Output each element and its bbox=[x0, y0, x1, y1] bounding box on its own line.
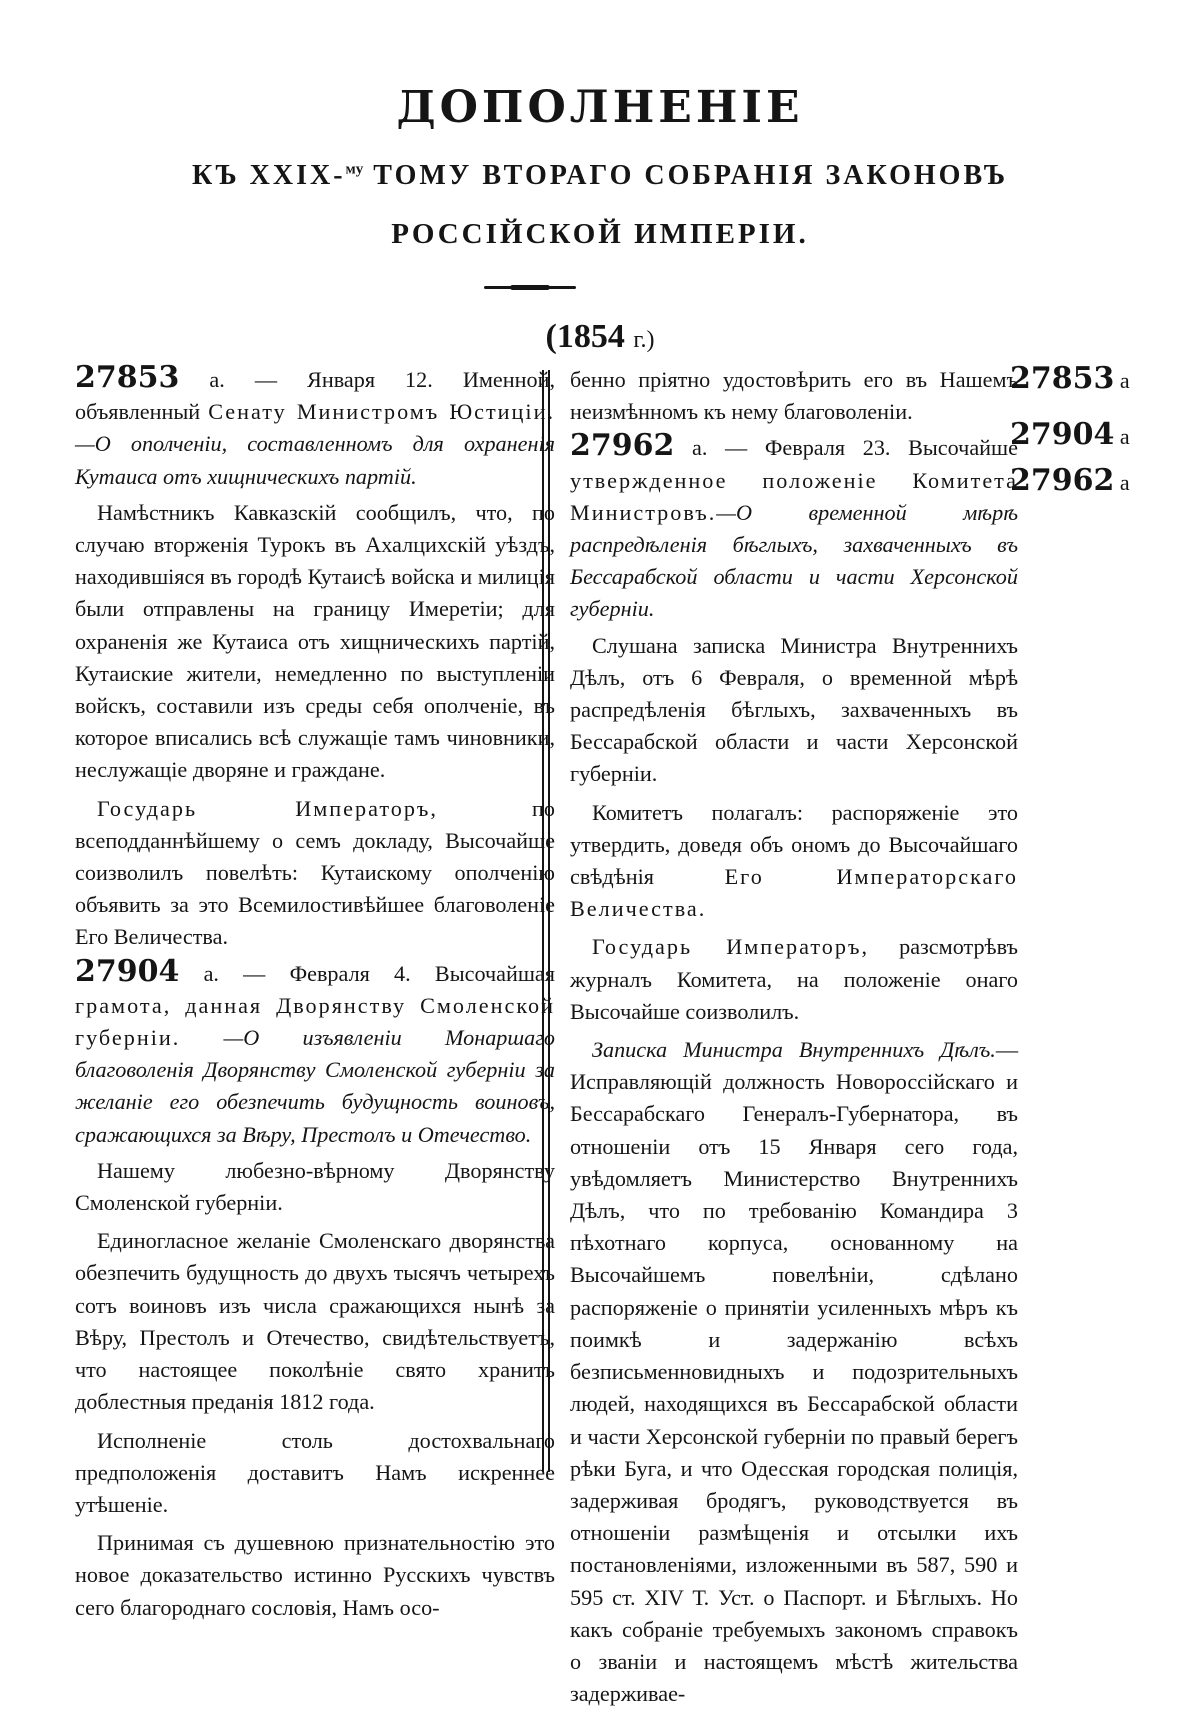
paragraph: Принимая съ душевною признательностію это новое доказательство истинно Русскихъ чувствъ сего благороднаго сословія, Намъ осо- bbox=[75, 1530, 555, 1620]
margin-ref-number: 27904 bbox=[1010, 417, 1115, 452]
paragraph: Исполненіе столь достохвальнаго предположенія доставитъ Намъ искреннее утѣшеніе. bbox=[75, 1427, 555, 1517]
article-number: 27904 bbox=[75, 953, 180, 989]
year-suffix: г.) bbox=[633, 327, 655, 353]
article-heading-text: а. — Января 12. Именной, объявленный bbox=[75, 367, 555, 425]
margin-references bbox=[1010, 361, 1130, 526]
margin-ref-suffix: а bbox=[1114, 424, 1130, 449]
article-27904-heading bbox=[75, 953, 555, 1151]
paragraph-text: , разсмотрѣвъ журналъ Комитета, на положеніе онаго Высочайше соизволилъ. bbox=[570, 934, 1019, 1024]
article-heading-caps: Сенату Министромъ Юстиціи. bbox=[208, 399, 556, 425]
majesty-title: Его Императорскаго Величества. bbox=[570, 864, 1019, 922]
page-subtitle bbox=[120, 160, 1080, 192]
paragraph-text: Комитетъ полагалъ: распоряженіе это утвердить, доведя объ ономъ до Высочайшаго свѣдѣнія bbox=[570, 799, 1018, 890]
margin-ref-suffix: а bbox=[1114, 368, 1130, 393]
sovereign-name: Государь Императоръ bbox=[592, 934, 862, 960]
margin-ref-number: 27962 bbox=[1010, 463, 1115, 498]
margin-ref bbox=[1010, 361, 1130, 396]
page-subtitle-2: РОССІЙСКОЙ ИМПЕРІИ. bbox=[391, 218, 809, 250]
article-27962-heading bbox=[570, 428, 1018, 625]
subtitle-post: ТОМУ ВТОРАГО СОБРАНІЯ ЗАКОНОВЪ bbox=[363, 160, 1009, 191]
left-column bbox=[75, 360, 556, 1624]
subtitle-pre: КЪ XXIX- bbox=[191, 160, 346, 191]
title-divider bbox=[484, 286, 576, 289]
article-heading-text: а. — Февраля 23. Высочайше bbox=[674, 435, 1018, 461]
article-number: 27853 bbox=[75, 360, 180, 395]
right-column bbox=[570, 364, 1018, 1710]
article-heading-italic: —О временной мѣрѣ распредѣленія бѣглыхъ, захваченныхъ въ Бессарабской области и части Херсонской губерніи. bbox=[570, 499, 1018, 622]
article-heading-caps: утвержденное положеніе Комитета Министровъ. bbox=[570, 467, 1018, 525]
article-heading-caps: грамота, данная Дворянству Смоленской губерніи. bbox=[75, 992, 555, 1051]
subtitle-sup: му bbox=[345, 161, 364, 178]
article-heading-italic: —О изъявленіи Монаршаго благоволенія Дворянству Смоленской губерніи за желаніе его обезпечить будущность воиновъ, сражающихся за Вѣру, Престолъ и Отечество. bbox=[75, 1025, 555, 1147]
paragraph-text: — Исправляющій должность Новороссійскаго и Бессарабскаго Генералъ-Губернатора, въ отношеніи отъ 15 Января сего года, увѣдомляетъ Министерство Внутреннихъ Дѣлъ, что по требованію Командира 3 пѣхотнаго корпуса, основанному на Высочайшемъ повелѣніи, сдѣлано распоряженіе о принятіи усиленныхъ мѣръ къ поимкѣ и задержанію всѣхъ безписьменновидныхъ и подозрительныхъ людей, находящихся въ Бессарабской области и части Херсонской губерніи по правый берегъ рѣки Буга, и что Одесская городская полиція, задерживая бродягъ, руководствуется въ отношеніи размѣщенія и отсылки ихъ постановленіями, изложенными въ 587, 590 и 595 ст. XIV Т. Уст. о Паспорт. и Бѣглыхъ. Но какъ собраніе требуемыхъ закономъ справокъ о званіи и настоящемъ мѣстѣ жительства задерживае- bbox=[570, 1037, 1018, 1707]
article-heading-italic: —О ополченіи, составленномъ для охраненія Кутаиса отъ хищническихъ партій. bbox=[75, 431, 555, 489]
article-number: 27962 bbox=[570, 428, 675, 464]
paragraph bbox=[570, 797, 1018, 926]
sovereign-name: Государь Императоръ bbox=[97, 795, 431, 821]
paragraph-continuation: бенно пріятно удостовѣрить его въ Нашемъ неизмѣнномъ къ нему благоволеніи. bbox=[570, 367, 1018, 425]
paragraph bbox=[75, 793, 555, 954]
margin-ref-suffix: а bbox=[1114, 470, 1130, 495]
paragraph-text: , по всеподданнѣйшему о семъ докладу, Высочайше соизволилъ повелѣть: Кутаискому ополченію объявить за это Всемилостивѣйшее благоволеніе Его Величества. bbox=[75, 795, 556, 950]
memo-title: Записка Министра Внутреннихъ Дѣлъ. bbox=[592, 1037, 996, 1063]
paragraph: Слушана записка Министра Внутреннихъ Дѣлъ, отъ 6 Февраля, о временной мѣрѣ распредѣленія бѣглыхъ, захваченныхъ въ Бессарабской области и части Херсонской губерніи. bbox=[570, 632, 1018, 787]
paragraph: Намѣстникъ Кавказскій сообщилъ, что, по случаю вторженія Турокъ въ Ахалцихскій уѣздъ, находившіяся въ городѣ Кутаисѣ войска и милиція были отправлены на границу Имеретіи; для охраненія же Кутаиса отъ хищническихъ партій, Кутаиские жители, немедленно по выступленіи войскъ, составили изъ среды себя ополченіе, въ которое вписались всѣ служащіе тамъ чиновники, неслужащіе дворяне и граждане. bbox=[75, 499, 555, 783]
margin-ref bbox=[1010, 463, 1130, 498]
margin-ref-number: 27853 bbox=[1010, 361, 1115, 396]
page-title: ДОПОЛНЕНІЕ bbox=[396, 82, 804, 133]
article-heading-text: а. — Февраля 4. Высочайшая bbox=[179, 960, 555, 986]
paragraph bbox=[570, 1034, 1018, 1710]
paragraph bbox=[570, 931, 1018, 1028]
article-27853-heading bbox=[75, 360, 556, 493]
year-open: ( bbox=[545, 318, 557, 355]
year-heading bbox=[0, 318, 1200, 356]
paragraph: Единогласное желаніе Смоленскаго дворянства обезпечить будущность до двухъ тысячъ четырехъ сотъ воиновъ изъ числа сражающихся нынѣ за Вѣру, Престолъ и Отечество, свидѣтельствуетъ, что настоящее поколѣніе свято хранитъ доблестныя преданія 1812 года. bbox=[75, 1228, 555, 1415]
year-number: 1854 bbox=[556, 318, 625, 355]
paragraph: Нашему любезно-вѣрному Дворянству Смоленской губерніи. bbox=[75, 1157, 555, 1216]
margin-ref bbox=[1010, 417, 1130, 452]
